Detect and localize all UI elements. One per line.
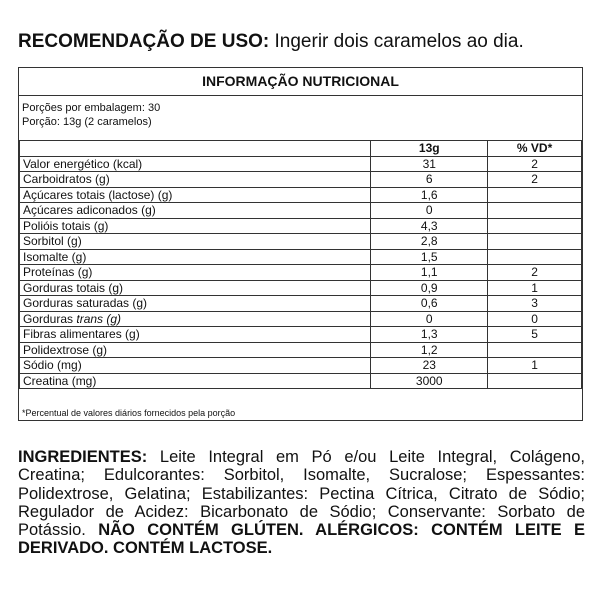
table-row [20, 296, 582, 312]
nutrient-dv: 1 [488, 358, 582, 374]
nutrient-name: Carboidratos (g) [20, 172, 371, 188]
nutrient-amount: 1,3 [371, 327, 488, 343]
nutrient-name: Creatina (mg) [20, 373, 371, 389]
nutrient-name-prefix: Gorduras [23, 311, 77, 326]
ingredients-text: Leite Integral em Pó e/ou Leite Integral, Colágeno, Creatina; Edulcorantes: Sorbitol, Isomalte, Sucralose; Espessantes: Polidextrose, Gelatina; Estabilizantes: Pectina Cítrica, Citrato de Sódio; Regulador de Acidez: Bicarbonato de Sódio; Conservante: Sorbato de Potássio. [18, 448, 585, 540]
column-amount-header: 13g [371, 141, 488, 157]
nutrient-dv: 5 [488, 327, 582, 343]
nutrient-name [20, 311, 371, 327]
nutrient-dv [488, 218, 582, 234]
nutrient-amount: 1,5 [371, 249, 488, 265]
nutrient-dv [488, 373, 582, 389]
table-row [20, 234, 582, 250]
table-row [20, 156, 582, 172]
table-row [20, 218, 582, 234]
nutrient-amount: 31 [371, 156, 488, 172]
nutrient-amount: 6 [371, 172, 488, 188]
nutrition-table [19, 140, 582, 389]
table-row [20, 342, 582, 358]
nutrient-dv [488, 203, 582, 219]
ingredients-label: INGREDIENTES: [18, 448, 148, 466]
ingredients-section [18, 448, 585, 558]
nutrient-name: Valor energético (kcal) [20, 156, 371, 172]
recommendation-label: RECOMENDAÇÃO DE USO: [18, 31, 270, 52]
allergen-warning: NÃO CONTÉM GLÚTEN. ALÉRGICOS: CONTÉM LEITE E DERIVADO. CONTÉM LACTOSE. [18, 521, 585, 558]
nutrient-name: Gorduras totais (g) [20, 280, 371, 296]
serving-size: Porção: 13g (2 caramelos) [22, 116, 152, 128]
nutrient-amount: 1,2 [371, 342, 488, 358]
table-row [20, 358, 582, 374]
recommendation-text: Ingerir dois caramelos ao dia. [274, 31, 524, 52]
nutrient-name: Fibras alimentares (g) [20, 327, 371, 343]
nutrient-amount: 1,6 [371, 187, 488, 203]
nutrient-amount: 23 [371, 358, 488, 374]
nutrient-name: Polidextrose (g) [20, 342, 371, 358]
nutrient-amount: 4,3 [371, 218, 488, 234]
nutrient-dv [488, 342, 582, 358]
nutrient-dv: 0 [488, 311, 582, 327]
nutrient-amount: 2,8 [371, 234, 488, 250]
nutrient-dv: 3 [488, 296, 582, 312]
header-empty-cell [20, 141, 371, 157]
nutrient-dv: 2 [488, 172, 582, 188]
servings-per-package: Porções por embalagem: 30 [22, 102, 161, 114]
table-row [20, 249, 582, 265]
nutrient-name: Sorbitol (g) [20, 234, 371, 250]
nutrient-dv: 2 [488, 265, 582, 281]
table-row [20, 373, 582, 389]
nutrient-dv: 2 [488, 156, 582, 172]
column-dv-header: % VD* [488, 141, 582, 157]
table-row [20, 280, 582, 296]
nutrient-amount: 0,6 [371, 296, 488, 312]
table-header-row [20, 141, 582, 157]
nutrient-name: Proteínas (g) [20, 265, 371, 281]
nutrient-dv [488, 187, 582, 203]
nutrient-name: Açúcares totais (lactose) (g) [20, 187, 371, 203]
nutrient-name-italic: trans (g) [76, 311, 122, 326]
nutrient-dv [488, 234, 582, 250]
table-row [20, 327, 582, 343]
table-row [20, 172, 582, 188]
nutrition-title: INFORMAÇÃO NUTRICIONAL [19, 68, 582, 96]
nutrient-name: Açúcares adiconados (g) [20, 203, 371, 219]
table-row [20, 265, 582, 281]
table-row [20, 311, 582, 327]
table-row [20, 203, 582, 219]
nutrient-amount: 0 [371, 311, 488, 327]
table-footnote: *Percentual de valores diários fornecidos pela porção [22, 408, 236, 418]
table-row [20, 187, 582, 203]
nutrient-name: Gorduras saturadas (g) [20, 296, 371, 312]
nutrient-amount: 3000 [371, 373, 488, 389]
nutrient-dv [488, 249, 582, 265]
usage-recommendation [18, 30, 588, 54]
portion-info [19, 96, 582, 136]
nutrient-name: Polióis totais (g) [20, 218, 371, 234]
nutrient-dv: 1 [488, 280, 582, 296]
nutrient-name: Isomalte (g) [20, 249, 371, 265]
nutrient-amount: 0 [371, 203, 488, 219]
nutrient-name: Sódio (mg) [20, 358, 371, 374]
nutrition-facts-panel [18, 67, 583, 421]
nutrient-amount: 0,9 [371, 280, 488, 296]
nutrient-amount: 1,1 [371, 265, 488, 281]
